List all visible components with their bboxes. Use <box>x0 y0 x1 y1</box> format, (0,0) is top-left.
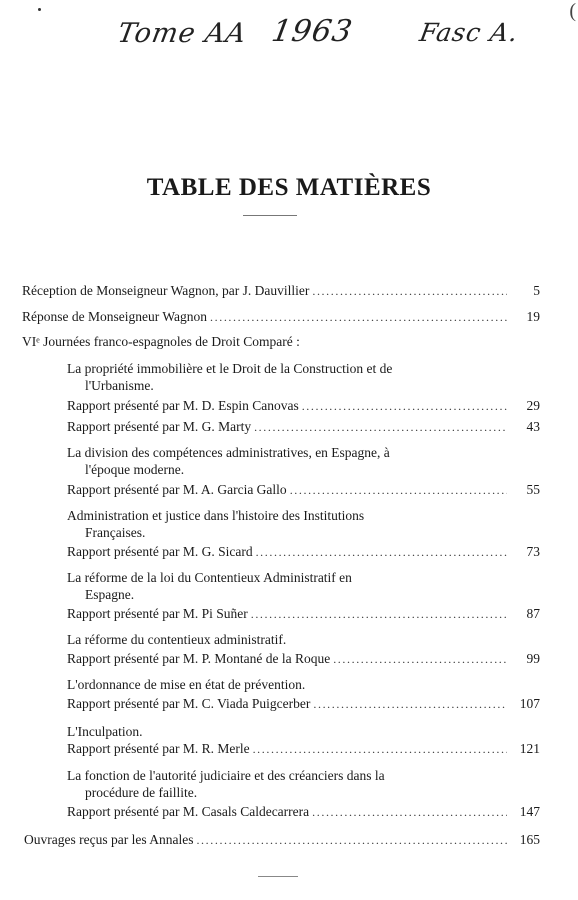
page-title: TABLE DES MATIÈRES <box>146 174 432 201</box>
toc-entry-text: Réponse de Monseigneur Wagnon <box>22 309 208 324</box>
corner-mark: ( <box>569 0 576 22</box>
subject-line: L'ordonnance de mise en état de prévention. <box>67 677 306 692</box>
toc-subject <box>67 723 499 740</box>
toc-entry-report <box>67 651 540 667</box>
title-divider <box>243 215 297 216</box>
dot-leader <box>210 309 507 325</box>
handwritten-fascicle: Fasc A. <box>417 18 521 47</box>
toc-entry-text: Rapport présenté par M. Pi Suñer <box>67 606 248 621</box>
toc-page-number: 147 <box>519 804 540 819</box>
toc-subject <box>67 444 499 478</box>
toc-page-number: 165 <box>519 832 540 847</box>
dot-leader <box>312 804 507 820</box>
dot-leader <box>196 832 507 848</box>
toc-entry-report <box>67 606 540 622</box>
toc-entry-text: Rapport présenté par M. Casals Caldecarrera <box>67 804 310 819</box>
toc-section-heading: VIᵉ Journées franco-espagnoles de Droit Comparé : <box>22 334 300 349</box>
bottom-divider <box>258 876 298 877</box>
toc-subject <box>67 569 499 603</box>
toc-subject <box>67 676 499 693</box>
toc-entry-text: Rapport présenté par M. C. Viada Puigcerber <box>67 696 311 711</box>
dot-leader <box>256 544 507 560</box>
dot-leader <box>302 398 507 414</box>
handwritten-volume: Tome AA <box>115 18 250 49</box>
toc-subject <box>67 507 499 541</box>
toc-entry-text: Réception de Monseigneur Wagnon, par J. Dauvillier <box>22 283 310 298</box>
handwritten-year: 1963 <box>268 14 356 49</box>
toc-entry-reponse <box>22 309 540 325</box>
ink-dot <box>38 8 41 11</box>
toc-entry-report <box>67 696 540 712</box>
toc-subject <box>67 360 499 394</box>
subject-line: La réforme de la loi du Contentieux Administratif en <box>67 570 352 585</box>
subject-line: L'Inculpation. <box>67 724 143 739</box>
dot-leader <box>253 741 507 757</box>
dot-leader <box>333 651 507 667</box>
toc-page-number: 73 <box>526 544 540 559</box>
subject-line: l'Urbanisme. <box>85 378 154 393</box>
toc-entry-text: Rapport présenté par M. D. Espin Canovas <box>67 398 299 413</box>
toc-entry-report <box>67 419 540 435</box>
subject-line: Espagne. <box>85 587 135 602</box>
subject-line: La réforme du contentieux administratif. <box>67 632 287 647</box>
dot-leader <box>312 283 507 299</box>
dot-leader <box>290 482 507 498</box>
dot-leader <box>313 696 507 712</box>
toc-entry-report <box>67 804 540 820</box>
toc-entry-report <box>67 482 540 498</box>
subject-line: Françaises. <box>85 525 146 540</box>
toc-page-number: 87 <box>526 606 540 621</box>
toc-entry-text: Rapport présenté par M. P. Montané de la Roque <box>67 651 331 666</box>
toc-subject <box>67 767 499 801</box>
toc-page-number: 107 <box>519 696 540 711</box>
dot-leader <box>251 606 507 622</box>
toc-entry-text: Ouvrages reçus par les Annales <box>24 832 194 847</box>
toc-page-number: 121 <box>519 741 540 756</box>
subject-line: Administration et justice dans l'histoire des Institutions <box>67 508 365 523</box>
toc-page-number: 19 <box>526 309 540 324</box>
toc-entry-report <box>67 398 540 414</box>
toc-page-number: 5 <box>533 283 540 298</box>
subject-line: procédure de faillite. <box>85 785 198 800</box>
subject-line: La propriété immobilière et le Droit de la Construction et de <box>67 361 393 376</box>
subject-line: l'époque moderne. <box>85 462 185 477</box>
toc-entry-text: Rapport présenté par M. R. Merle <box>67 741 250 756</box>
toc-entry-ouvrages <box>24 832 540 848</box>
subject-line: La fonction de l'autorité judiciaire et des créanciers dans la <box>67 768 385 783</box>
toc-entry-reception <box>22 283 540 299</box>
toc-entry-report <box>67 544 540 560</box>
toc-entry-text: Rapport présenté par M. A. Garcia Gallo <box>67 482 287 497</box>
toc-page-number: 55 <box>526 482 540 497</box>
toc-page-number: 99 <box>526 651 540 666</box>
dot-leader <box>254 419 507 435</box>
toc-subject <box>67 631 499 648</box>
toc-entry-text: Rapport présenté par M. G. Sicard <box>67 544 253 559</box>
toc-page-number: 29 <box>526 398 540 413</box>
toc-entry-text: Rapport présenté par M. G. Marty <box>67 419 252 434</box>
toc-entry-report <box>67 741 540 757</box>
toc-page-number: 43 <box>526 419 540 434</box>
subject-line: La division des compétences administratives, en Espagne, à <box>67 445 390 460</box>
